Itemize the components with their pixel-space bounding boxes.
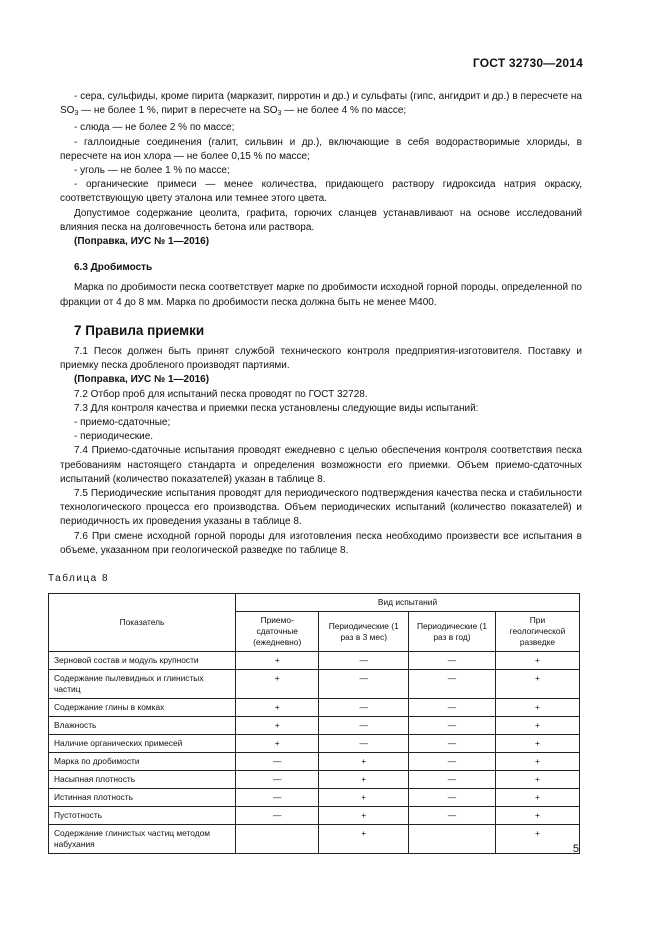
header-acceptance: Приемо-сдаточные (ежедневно) [236, 612, 319, 652]
item-organic: - органические примеси — менее количества, придающего раствору гидроксида натрия окраску, соответствующую цвету эталона или темнее этого цвета. [60, 179, 582, 205]
header-indicator: Показатель [49, 594, 236, 652]
table-row [49, 699, 580, 717]
indicator-cell: Истинная плотность [49, 789, 236, 807]
mark-cell: + [236, 699, 319, 717]
table-caption: Таблица 8 [48, 573, 110, 585]
mark-cell: + [495, 735, 579, 753]
mark-cell: + [495, 652, 579, 670]
indicator-cell: Марка по дробимости [49, 753, 236, 771]
mark-cell: — [409, 670, 496, 699]
mark-cell: — [236, 771, 319, 789]
mark-cell: + [495, 825, 579, 854]
mark-cell: + [495, 771, 579, 789]
mark-cell: — [236, 789, 319, 807]
page-content [48, 90, 582, 854]
mark-cell: + [495, 807, 579, 825]
mark-cell: — [236, 807, 319, 825]
permissible-content: Допустимое содержание цеолита, графита, горючих сланцев устанавливают на основе исследований влияния песка на долговечность бетона или раствора. [60, 207, 582, 233]
item-halide: - галлоидные соединения (галит, сильвин и др.), включающие в себя водорастворимые хлориды, в пересчете на ион хлора — не более 0,15 % по массе; [60, 136, 582, 162]
clause-7-4: 7.4 Приемо-сдаточные испытания проводят ежедневно с целью обеспечения контроля соответствия песка требованиям настоящего стандарта и определения возможности его приемки. Объем приемо-сдаточных испытаний (количество показателей) указан в таблице 8. [60, 445, 582, 485]
indicator-cell: Содержание глины в комках [49, 699, 236, 717]
mark-cell: + [319, 825, 409, 854]
mark-cell: — [236, 753, 319, 771]
document-code: ГОСТ 32730—2014 [472, 56, 583, 70]
mark-cell: — [319, 699, 409, 717]
table-row [49, 652, 580, 670]
table-row [49, 825, 580, 854]
table-row [49, 735, 580, 753]
header-test-types: Вид испытаний [236, 594, 580, 612]
mark-cell: — [409, 753, 496, 771]
mark-cell: — [409, 771, 496, 789]
mark-cell: — [409, 652, 496, 670]
section-7-title: 7 Правила приемки [74, 322, 205, 338]
table-row [49, 789, 580, 807]
mark-cell: + [319, 771, 409, 789]
mark-cell: + [495, 670, 579, 699]
header-periodic-year: Периодические (1 раз в год) [409, 612, 496, 652]
header-geological: При геологической разведке [495, 612, 579, 652]
indicator-cell: Зерновой состав и модуль крупности [49, 652, 236, 670]
table-row [49, 807, 580, 825]
mark-cell: — [319, 735, 409, 753]
mark-cell [409, 825, 496, 854]
item-sulfur: - сера, сульфиды, кроме пирита (марказит, пирротин и др.) и сульфаты (гипс, ангидрит и др.) в пересчете на $SO_3$ — не более 1 %, пирит в пересчете на $SO_3$ — не более 4 % по массе; [60, 91, 582, 118]
table-row [49, 771, 580, 789]
indicator-cell: Содержание пылевидных и глинистых частиц [49, 670, 236, 699]
mark-cell [236, 825, 319, 854]
mark-cell: + [495, 753, 579, 771]
section-6-3-title: 6.3 Дробимость [74, 262, 153, 274]
mark-cell: + [319, 789, 409, 807]
indicator-cell: Насыпная плотность [49, 771, 236, 789]
table-row [49, 753, 580, 771]
clause-7-3-item: - периодические. [74, 431, 154, 443]
table-row [49, 717, 580, 735]
mark-cell: + [236, 670, 319, 699]
mark-cell: + [319, 753, 409, 771]
tests-table [48, 593, 580, 854]
mark-cell: + [236, 652, 319, 670]
amendment-note: (Поправка, ИУС № 1—2016) [74, 374, 210, 386]
mark-cell: + [495, 717, 579, 735]
table-body [49, 652, 580, 854]
indicator-cell: Влажность [49, 717, 236, 735]
mark-cell: — [409, 717, 496, 735]
header-periodic-3m: Периодические (1 раз в 3 мес) [319, 612, 409, 652]
mark-cell: — [319, 717, 409, 735]
mark-cell: — [409, 789, 496, 807]
mark-cell: — [319, 652, 409, 670]
mark-cell: — [409, 807, 496, 825]
indicator-cell: Пустотность [49, 807, 236, 825]
mark-cell: + [495, 699, 579, 717]
mark-cell: + [495, 789, 579, 807]
table-row [49, 670, 580, 699]
mark-cell: — [319, 670, 409, 699]
clause-7-3: 7.3 Для контроля качества и приемки песка установлены следующие виды испытаний: [74, 402, 479, 414]
item-coal: - уголь — не более 1 % по массе; [74, 165, 230, 177]
mark-cell: — [409, 735, 496, 753]
clause-7-3-item: - приемо-сдаточные; [74, 417, 171, 429]
mark-cell: + [319, 807, 409, 825]
page-number: 5 [572, 843, 579, 855]
indicator-cell: Наличие органических примесей [49, 735, 236, 753]
clause-7-6: 7.6 При смене исходной горной породы для изготовления песка необходимо произвести все испытания в объеме, указанном при геологической разведке по таблице 8. [60, 530, 582, 556]
section-6-3-text: Марка по дробимости песка соответствует марке по дробимости исходной горной породы, определенной по фракции от 4 до 8 мм. Марка по дробимости песка должна быть не менее М400. [60, 282, 582, 308]
mark-cell: + [236, 717, 319, 735]
mark-cell: — [409, 699, 496, 717]
clause-7-1: 7.1 Песок должен быть принят службой технического контроля предприятия-изготовителя. Поставку и приемку песка дробленого производят партиями. [60, 346, 582, 372]
clause-7-2: 7.2 Отбор проб для испытаний песка проводят по ГОСТ 32728. [74, 388, 368, 400]
amendment-note: (Поправка, ИУС № 1—2016) [74, 236, 210, 248]
mark-cell: + [236, 735, 319, 753]
clause-7-5: 7.5 Периодические испытания проводят для периодического подтверждения качества песка и стабильности технологического процесса его производства. Объем периодических испытаний (количество показателей) и периодичность их проведения указаны в таблице 8. [60, 488, 582, 528]
indicator-cell: Содержание глинистых частиц методом набухания [49, 825, 236, 854]
item-mica: - слюда — не более 2 % по массе; [74, 122, 235, 134]
